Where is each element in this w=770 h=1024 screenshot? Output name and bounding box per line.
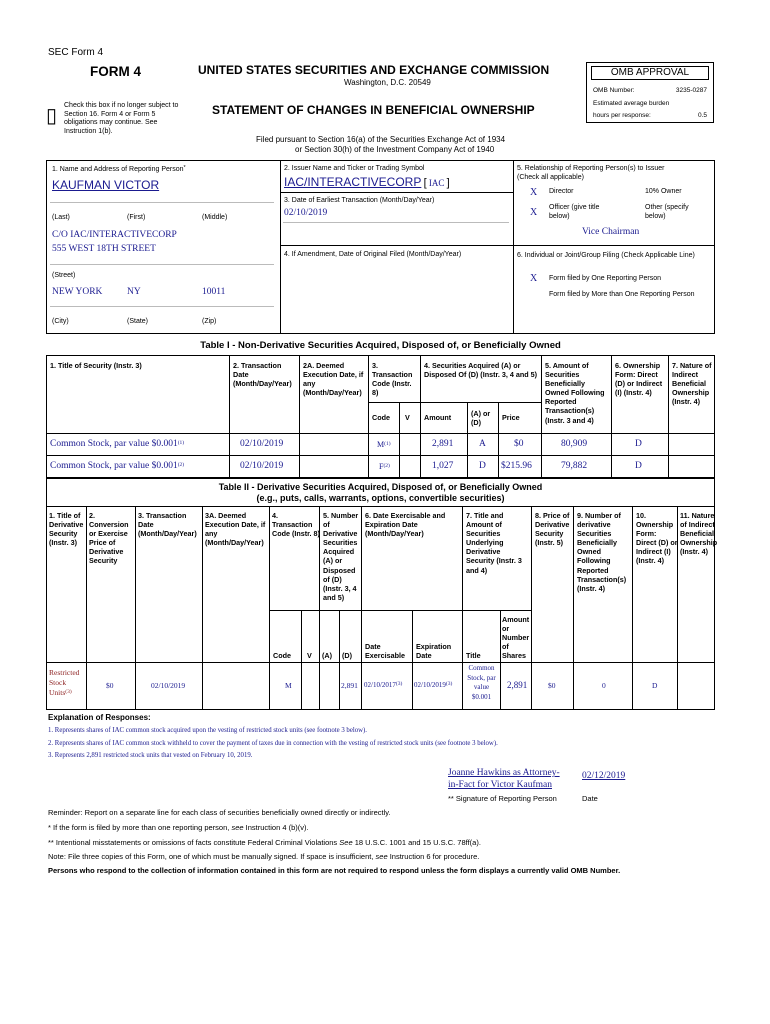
t2-code: Code	[273, 651, 291, 660]
footnote-2: 2. Represents shares of IAC common stock withheld to cover the payment of taxes due in connection with the vesting of restricted stock units (see footnote 3 below).	[48, 740, 498, 747]
first-label: (First)	[127, 214, 146, 221]
t2-h11: 11. Nature of Indirect Beneficial Ownership (Instr. 4)	[680, 511, 718, 557]
table2-title: Table II - Derivative Securities Acquired, Disposed of, or Beneficially Owned	[218, 482, 543, 492]
t2-h10: 10. Ownership Form: Direct (D) or Indirect (I) (Instr. 4)	[636, 511, 678, 566]
director-label: Director	[549, 188, 574, 195]
omb-burden-label: Estimated average burden	[593, 100, 670, 107]
t2-shares: 2,891	[507, 680, 528, 690]
t2-title: Title	[466, 651, 481, 660]
table2-subtitle: (e.g., puts, calls, warrants, options, convertible securities)	[256, 493, 505, 503]
t1-h6: 6. Ownership Form: Direct (D) or Indirect (I) (Instr. 4)	[615, 361, 663, 398]
t2-underlying: Common Stock, par value $0.001	[467, 664, 496, 701]
t1-r1-date: 02/10/2019	[240, 439, 284, 449]
reporting-person-label: 1. Name and Address of Reporting Person*	[52, 165, 186, 173]
issuer-ticker: IAC	[428, 178, 445, 188]
footnote-3: 3. Represents 2,891 restricted stock units that vested on February 10, 2019.	[48, 752, 253, 759]
t1-r1-ad: A	[479, 439, 486, 449]
t2-h5: 5. Number of Derivative Securities Acquired (A) or Disposed of (D) (Instr. 3, 4 and 5)	[323, 511, 359, 602]
t1-r2-date: 02/10/2019	[240, 461, 284, 471]
commission-title: UNITED STATES SECURITIES AND EXCHANGE COMMISSION	[198, 63, 550, 77]
t1-r1-price: $0	[514, 439, 524, 449]
t2-v: V	[307, 651, 312, 660]
t1-r1-amount: 2,891	[432, 439, 454, 449]
t2-code-val: M	[285, 681, 292, 690]
t1-r1-owned: 80,909	[561, 439, 588, 449]
t2-expiration: Expiration Date	[416, 642, 452, 661]
t1-amount: Amount	[424, 413, 452, 422]
t1-code: Code	[372, 413, 390, 422]
t2-h1: 1. Title of Derivative Security (Instr. 3)	[49, 511, 84, 548]
table1-title: Table I - Non-Derivative Securities Acquired, Disposed of, or Beneficially Owned	[200, 340, 561, 351]
form-title: FORM 4	[90, 64, 142, 79]
relationship-label: 5. Relationship of Reporting Person(s) to Issuer	[517, 165, 665, 172]
last-label: (Last)	[52, 214, 70, 221]
officer-check[interactable]: X	[530, 207, 538, 218]
earliest-date-label: 3. Date of Earliest Transaction (Month/Day/Year)	[284, 197, 435, 204]
t2-a: (A)	[322, 651, 332, 660]
footnote-1: 1. Represents shares of IAC common stock acquired upon the vesting of restricted stock units (see footnote 3 below).	[48, 727, 367, 734]
statement-title: STATEMENT OF CHANGES IN BENEFICIAL OWNERSHIP	[212, 103, 535, 117]
issuer-label: 2. Issuer Name and Ticker or Trading Symbol	[284, 165, 425, 172]
t1-price: Price	[502, 413, 520, 422]
t2-h6: 6. Date Exercisable and Expiration Date (Month/Day/Year)	[365, 511, 446, 539]
t1-r2-price: $215.96	[501, 461, 532, 471]
omb-box	[586, 62, 714, 123]
t2-h7: 7. Title and Amount of Securities Underlying Derivative Security (Instr. 3 and 4)	[466, 511, 522, 575]
t2-expiration-val: 02/10/2019$^{(3)}$	[414, 681, 453, 689]
table-row: Common Stock, par value $0.001$^{(2)}$	[50, 461, 185, 471]
omb-number-value: 3235-0287	[675, 87, 707, 94]
omb-hours-label: hours per response:	[593, 112, 651, 119]
city-value: NEW YORK	[52, 287, 103, 297]
t2-d-val: 2,891	[341, 681, 358, 690]
other-label: Other (specify below)	[645, 204, 689, 220]
omb-number-label: OMB Number:	[593, 87, 635, 94]
address-line-1: C/O IAC/INTERACTIVECORP	[52, 230, 177, 240]
t2-form: D	[652, 681, 658, 690]
t1-r2-form: D	[635, 461, 642, 471]
t2-conv: $0	[106, 681, 114, 690]
sec-form-label: SEC Form 4	[48, 47, 104, 58]
signature-date-label: Date	[582, 794, 598, 803]
filed-line-2: or Section 30(h) of the Investment Company Act of 1940	[295, 145, 495, 154]
reporting-person-name[interactable]: KAUFMAN VICTOR	[52, 178, 160, 192]
signature-name-2: in-Fact for Victor Kaufman	[448, 780, 552, 790]
t1-ad: (A) or (D)	[471, 409, 491, 428]
filing-label: 6. Individual or Joint/Group Filing (Check Applicable Line)	[517, 252, 695, 259]
table-row: Common Stock, par value $0.001$^{(1)}$	[50, 439, 185, 449]
amendment-label: 4. If Amendment, Date of Original Filed (Month/Day/Year)	[284, 251, 462, 258]
reminder-text: Reminder: Report on a separate line for each class of securities beneficially owned directly or indirectly.	[48, 808, 391, 817]
t2-h3a: 3A. Deemed Execution Date, if any (Month/Day/Year)	[205, 511, 266, 548]
t1-v: V	[405, 413, 410, 422]
middle-label: (Middle)	[202, 214, 228, 221]
street-label: (Street)	[52, 272, 76, 279]
t1-h5: 5. Amount of Securities Beneficially Owned Following Reported Transaction(s) (Instr. 3 and 4)	[545, 361, 605, 425]
star-note: * If the form is filed by more than one reporting person, see Instruction 4 (b)(v).	[48, 823, 309, 832]
ten-percent-label: 10% Owner	[645, 188, 682, 195]
officer-label: Officer (give title below)	[549, 204, 600, 220]
t1-r1-form: D	[635, 439, 642, 449]
t2-h3: 3. Transaction Date (Month/Day/Year)	[138, 511, 197, 539]
t2-owned: 0	[602, 681, 606, 690]
director-check[interactable]: X	[530, 187, 538, 198]
checkbox-icon[interactable]: ▯	[46, 105, 58, 127]
officer-title: Vice Chairman	[582, 227, 640, 237]
commission-location: Washington, D.C. 20549	[344, 78, 431, 87]
state-label: (State)	[127, 318, 149, 325]
explanation-title: Explanation of Responses:	[48, 713, 151, 722]
omb-title: OMB APPROVAL	[591, 66, 709, 80]
t2-h8: 8. Price of Derivative Security (Instr. 5)	[535, 511, 570, 548]
t2-amount-shares: Amount or Number of Shares	[502, 615, 530, 661]
t1-h3: 3. Transaction Code (Instr. 8)	[372, 361, 413, 398]
t1-h7: 7. Nature of Indirect Beneficial Ownership (Instr. 4)	[672, 361, 712, 407]
double-star-note: ** Intentional misstatements or omissions of facts constitute Federal Criminal Violations See 18 U.S.C. 1001 and 15 U.S.C. 78ff(a).	[48, 838, 481, 847]
t2-date: 02/10/2019	[151, 681, 186, 690]
t2-h2: 2. Conversion or Exercise Price of Derivative Security	[89, 511, 129, 566]
earliest-date-value: 02/10/2019	[284, 208, 328, 218]
checkbox-label: Check this box if no longer subject to Section 16. Form 4 or Form 5 obligations may continue. See Instruction 1(b).	[64, 102, 179, 135]
t2-h4: 4. Transaction Code (Instr. 8)	[272, 511, 320, 539]
more-person-label: Form filed by More than One Reporting Person	[549, 291, 695, 298]
table-row: Restricted Stock Units$^{(3)}$	[49, 668, 80, 697]
zip-label: (Zip)	[202, 318, 217, 325]
t2-exercisable: 02/10/2017$^{(3)}$	[364, 681, 403, 689]
omb-hours-value: 0.5	[697, 112, 707, 119]
address-line-2: 555 WEST 18TH STREET	[52, 244, 156, 254]
city-label: (City)	[52, 318, 69, 325]
t1-h2: 2. Transaction Date (Month/Day/Year)	[233, 361, 292, 389]
one-person-check[interactable]: X	[530, 273, 538, 284]
t1-r1-code: $M^{(1)}$	[377, 440, 391, 449]
t2-date-exercisable: Date Exercisable	[365, 642, 405, 661]
signature-name-1: Joanne Hawkins as Attorney-	[448, 768, 560, 778]
t1-r2-code: $F^{(2)}$	[379, 462, 390, 471]
signature-date: 02/12/2019	[582, 771, 626, 781]
issuer-name-line: IAC/INTERACTIVECORP [ IAC ]	[284, 175, 450, 189]
t1-h1: 1. Title of Security (Instr. 3)	[50, 361, 142, 370]
state-value: NY	[127, 287, 141, 297]
t2-h9: 9. Number of derivative Securities Beneficially Owned Following Reported Transaction(s) (Instr. 4)	[577, 511, 627, 593]
persons-note: Persons who respond to the collection of information contained in this form are not required to respond unless the form displays a currently valid OMB Number.	[48, 866, 621, 875]
filed-line-1: Filed pursuant to Section 16(a) of the Securities Exchange Act of 1934	[256, 135, 506, 144]
zip-value: 10011	[202, 287, 226, 297]
t2-price: $0	[548, 681, 556, 690]
t1-r2-amount: 1,027	[432, 461, 454, 471]
t2-d: (D)	[342, 651, 352, 660]
t1-r2-owned: 79,882	[561, 461, 588, 471]
t1-h2a: 2A. Deemed Execution Date, if any (Month/Day/Year)	[303, 361, 364, 398]
one-person-label: Form filed by One Reporting Person	[549, 275, 662, 282]
relationship-sublabel: (Check all applicable)	[517, 174, 584, 181]
signature-label: ** Signature of Reporting Person	[448, 794, 557, 803]
issuer-name[interactable]: IAC/INTERACTIVECORP	[284, 175, 422, 189]
file-note: Note: File three copies of this Form, one of which must be manually signed. If space is insufficient, see Instruction 6 for procedure.	[48, 852, 480, 861]
t1-r2-ad: D	[479, 461, 486, 471]
t1-h4: 4. Securities Acquired (A) or Disposed Of (D) (Instr. 3, 4 and 5)	[424, 361, 538, 380]
